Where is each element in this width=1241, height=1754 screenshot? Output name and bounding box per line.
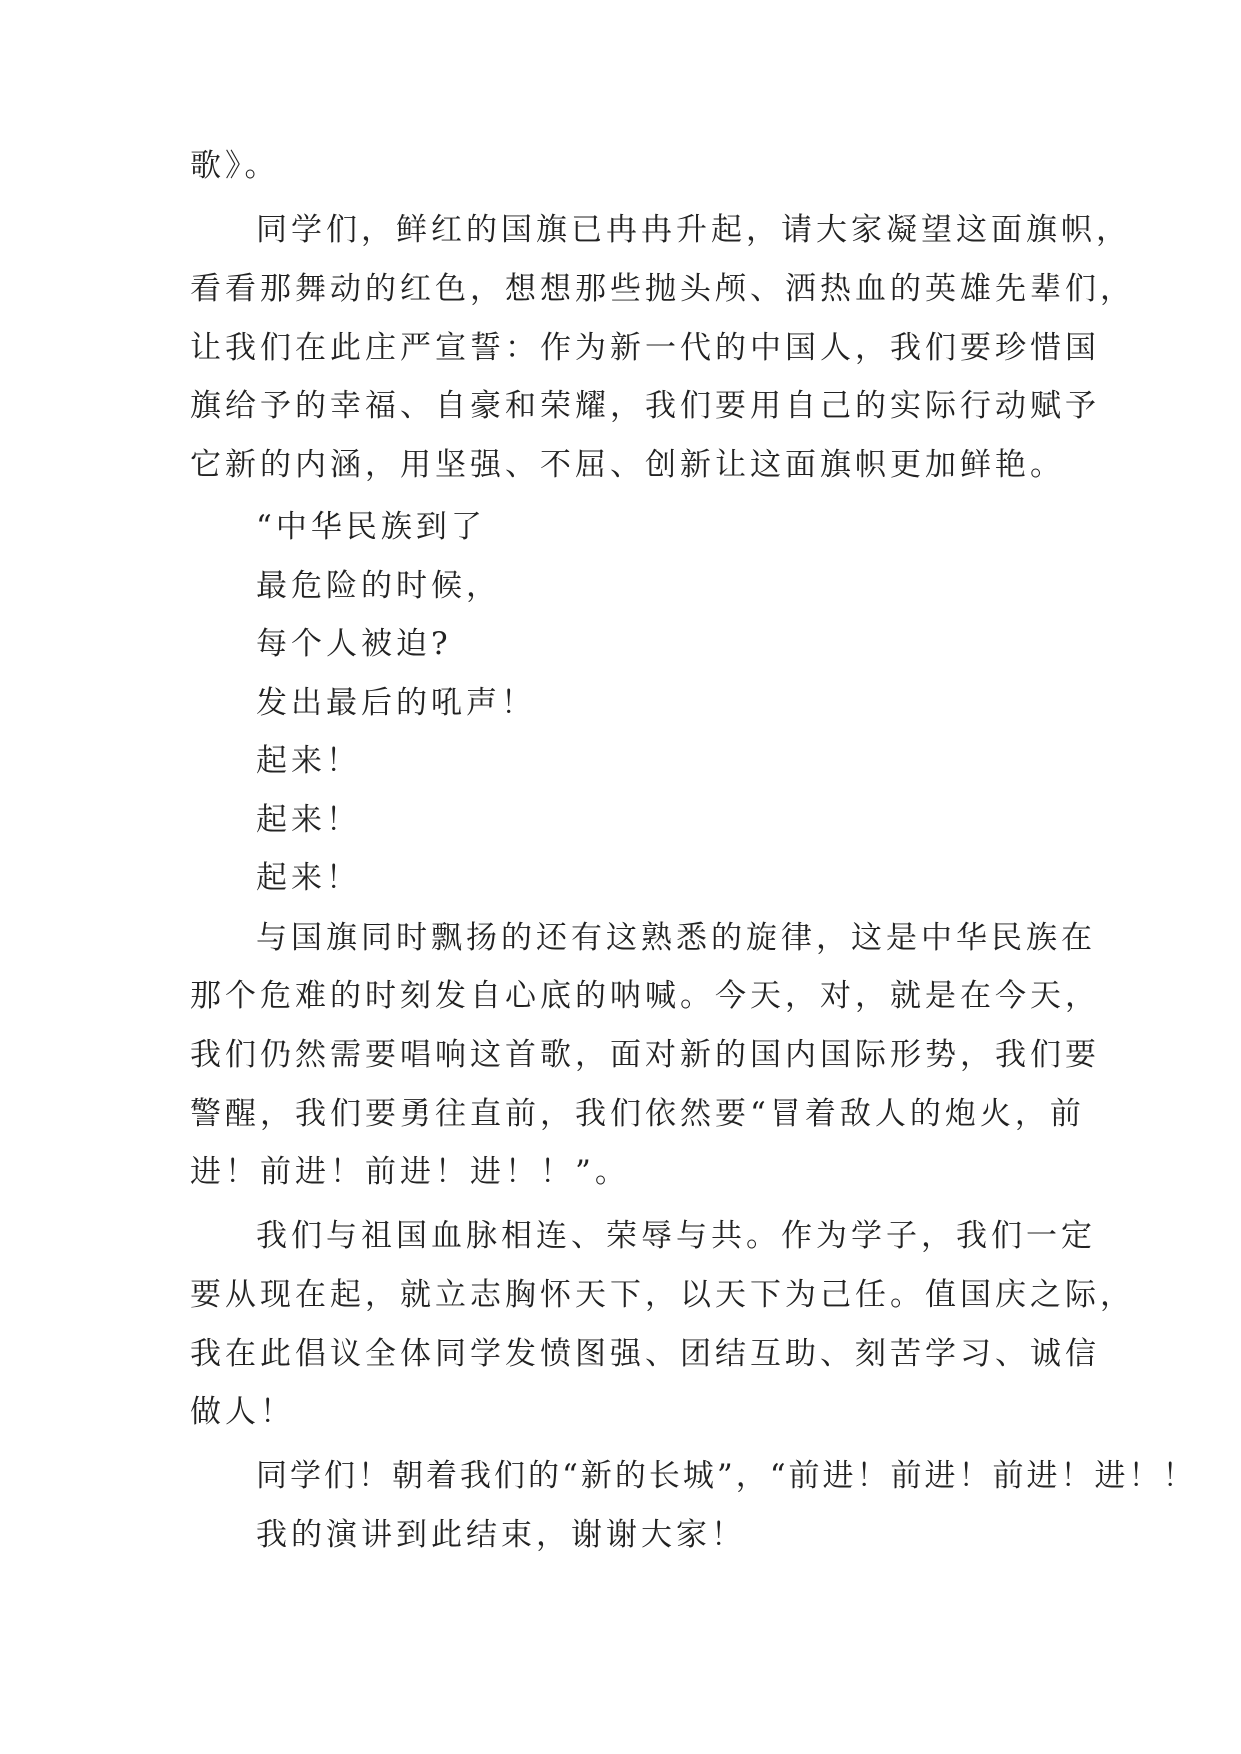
text-line: 每个人被迫? [256,626,452,662]
text-line: 要从现在起，就立志胸怀天下，以天下为己任。值国庆之际， [190,1277,1135,1313]
text-line: 我们与祖国血脉相连、荣辱与共。作为学子，我们一定 [256,1218,1096,1254]
text-line: 与国旗同时飘扬的还有这熟悉的旋律，这是中华民族在 [256,920,1096,956]
text-line: 同学们！朝着我们的“新的长城”，“前进！前进！前进！进！！ [256,1458,1197,1494]
text-line: 警醒，我们要勇往直前，我们依然要“冒着敌人的炮火，前 [190,1096,1085,1132]
text-line: 我的演讲到此结束，谢谢大家！ [256,1517,746,1553]
text-line: “中华民族到了 [256,509,486,545]
text-line: 它新的内涵，用坚强、不屈、创新让这面旗帜更加鲜艳。 [190,447,1065,483]
text-line: 看看那舞动的红色，想想那些抛头颅、洒热血的英雄先辈们， [190,271,1135,307]
text-line: 进！前进！前进！进！！”。 [190,1154,630,1190]
text-line: 那个危难的时刻发自心底的呐喊。今天，对，就是在今天， [190,978,1100,1014]
text-line: 做人！ [190,1394,295,1430]
text-line: 起来！ [256,802,361,838]
text-line: 最危险的时候， [256,568,501,604]
text-line: 让我们在此庄严宣誓：作为新一代的中国人，我们要珍惜国 [190,330,1100,366]
text-line: 我在此倡议全体同学发愤图强、团结互助、刻苦学习、诚信 [190,1336,1100,1372]
text-line: 发出最后的吼声！ [256,685,536,721]
text-line: 起来！ [256,743,361,779]
text-line: 我们仍然需要唱响这首歌，面对新的国内国际形势，我们要 [190,1037,1100,1073]
text-line: 歌》。 [190,148,280,184]
text-line: 同学们，鲜红的国旗已冉冉升起，请大家凝望这面旗帜， [256,212,1131,248]
text-line: 旗给予的幸福、自豪和荣耀，我们要用自己的实际行动赋予 [190,388,1100,424]
text-line: 起来！ [256,860,361,896]
